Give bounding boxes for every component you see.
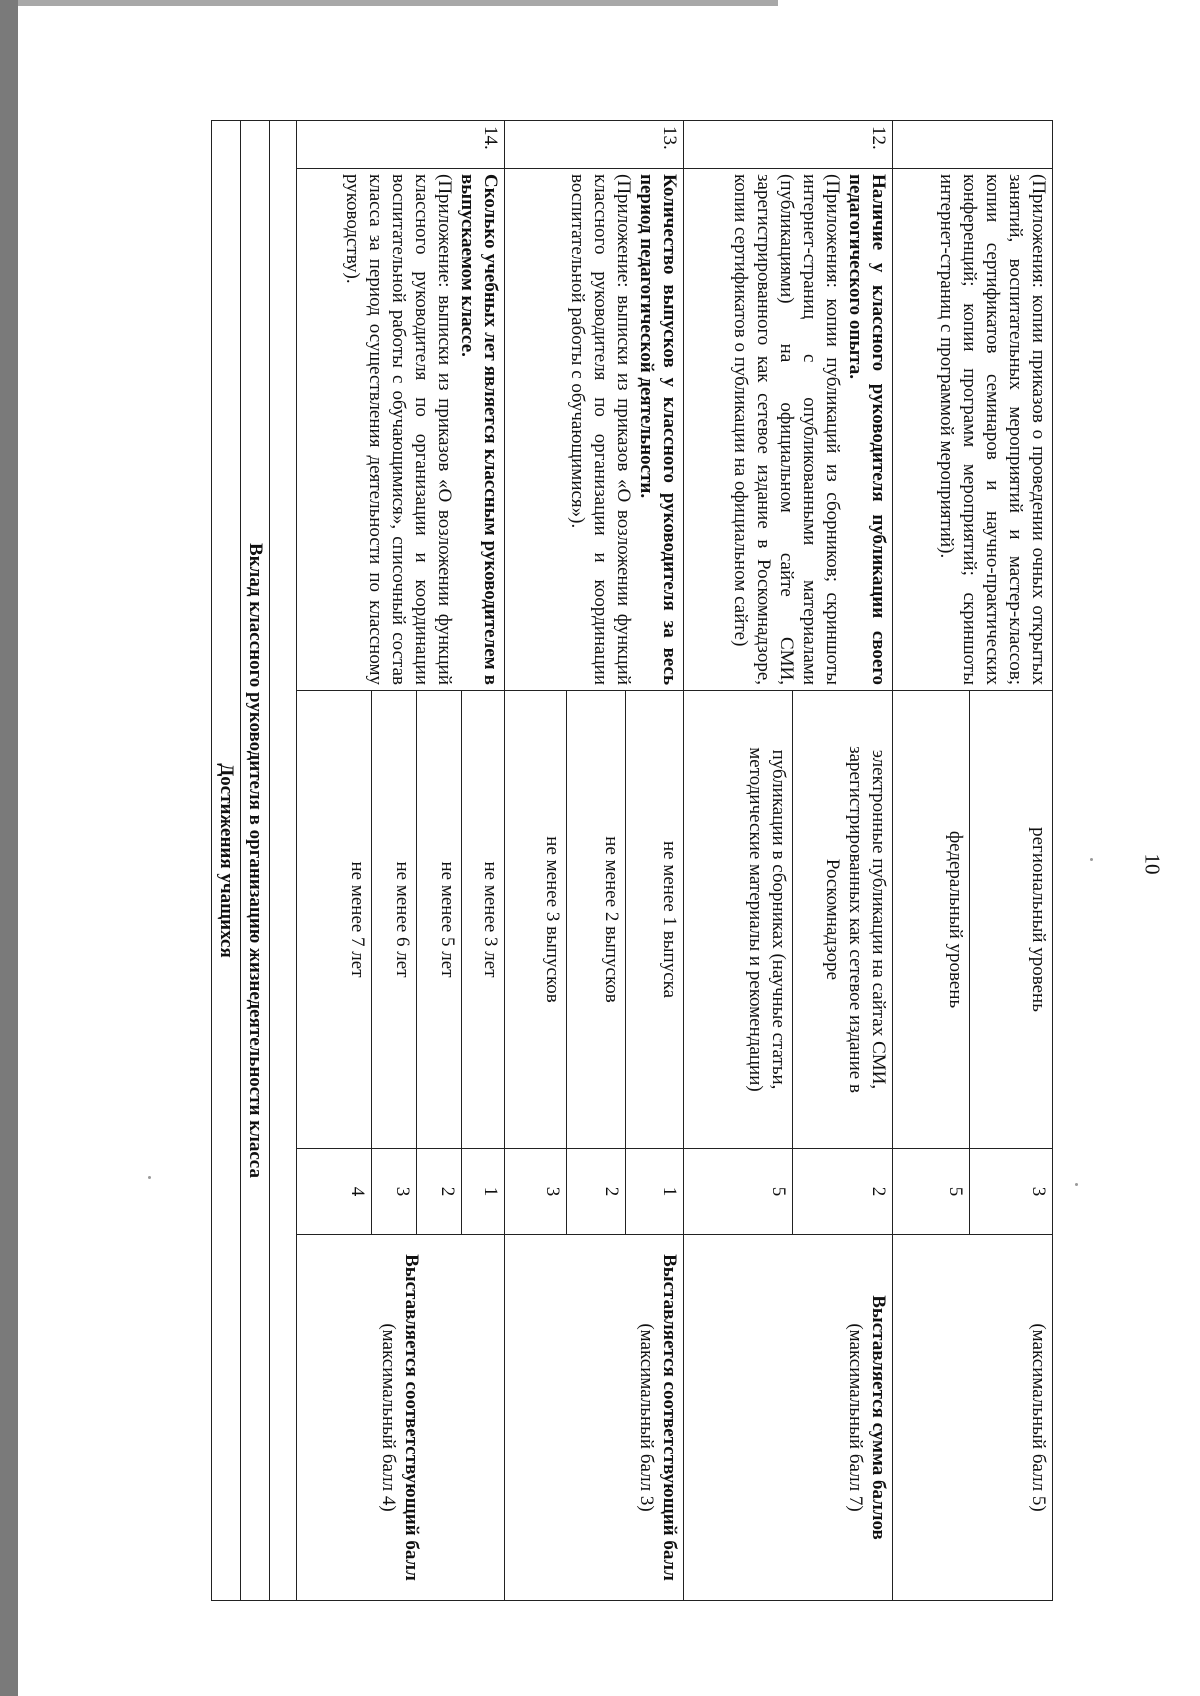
section-row <box>270 121 297 1601</box>
criterion-description <box>893 169 1053 691</box>
criterion-title: Наличие у классного руководителя публикации своего педагогического опыта. <box>845 174 889 685</box>
criterion-number: 13. <box>505 121 684 169</box>
criteria-table <box>211 120 1053 1601</box>
max-score-cell <box>297 1235 505 1601</box>
level-score: 1 <box>625 1149 683 1235</box>
section-row <box>241 121 270 1601</box>
scan-speck <box>148 1176 151 1179</box>
level-label: не менее 3 лет <box>462 691 505 1149</box>
level-score: 3 <box>970 1149 1053 1235</box>
max-score-cell <box>893 1235 1053 1601</box>
level-score: 2 <box>792 1149 892 1235</box>
page-number: 10 <box>1140 853 1165 875</box>
level-score: 5 <box>893 1149 970 1235</box>
level-label: федеральный уровень <box>893 691 970 1149</box>
level-label: не менее 7 лет <box>297 691 372 1149</box>
section-spacer <box>270 121 297 1601</box>
criterion-row-14 <box>462 121 505 1601</box>
max-score-cell <box>684 1235 893 1601</box>
max-score-note: (максимальный балл 3) <box>636 1323 657 1512</box>
criterion-description <box>684 169 893 691</box>
section-heading-contribution: Вклад классного руководителя в организацию жизнедеятельности класса <box>241 121 270 1601</box>
max-score-rule: Выставляется соответствующий балл <box>401 1254 423 1581</box>
level-score: 3 <box>505 1149 568 1235</box>
criterion-description <box>297 169 505 691</box>
max-score-rule: Выставляется сумма баллов <box>868 1295 889 1540</box>
level-label: не менее 3 выпусков <box>505 691 568 1149</box>
rotated-content <box>201 120 1053 1600</box>
criterion-row-12 <box>792 121 892 1601</box>
level-label: не менее 6 лет <box>372 691 417 1149</box>
section-row <box>212 121 241 1601</box>
max-score-note: (максимальный балл 7) <box>845 1323 866 1512</box>
criterion-number: 14. <box>297 121 505 169</box>
max-score-cell <box>505 1235 684 1601</box>
max-score-rule: Выставляется соответствующий балл <box>659 1254 680 1581</box>
level-score: 2 <box>417 1149 462 1235</box>
criterion-number: 12. <box>684 121 893 169</box>
criterion-attachments: (Приложения: копии приказов о проведении очных открытых занятий, воспитательных мероприятий и мастер-классов; копии сертификатов семинаров и научно-практических конференций; копии программ мероприятий; скриншоты интернет-страниц с программой мероприятий). <box>936 174 1049 685</box>
criterion-title: Сколько учебных лет является классным руководителем в выпускаемом классе. <box>457 174 501 685</box>
level-label: не менее 2 выпусков <box>567 691 625 1149</box>
criterion-attachments: (Приложения: копии публикаций из сборников; скриншоты интернет-страниц с опубликованными материалами (публикациями) на официальном сайте СМИ, зарегистрированного как сетевое издание в Роскомнадзоре, копии сертификатов о публикации на официальном сайте) <box>730 174 843 685</box>
max-score-note: (максимальный балл 4) <box>378 1323 400 1512</box>
level-score: 4 <box>297 1149 372 1235</box>
level-label: региональный уровень <box>970 691 1053 1149</box>
criterion-number <box>893 121 1053 169</box>
level-label: не менее 5 лет <box>417 691 462 1149</box>
criterion-attachments: (Приложение: выписки из приказов «О возложении функций классного руководителя по организации и координации воспитательной работы с обучающимися»). <box>567 174 634 685</box>
level-score: 2 <box>567 1149 625 1235</box>
section-heading-achievements: Достижения учащихся <box>212 121 241 1601</box>
criterion-title: Количество выпусков у классного руководителя за весь период педагогической деятельности. <box>636 174 680 685</box>
level-score: 5 <box>684 1149 793 1235</box>
level-score: 1 <box>462 1149 505 1235</box>
level-label: не менее 1 выпуска <box>625 691 683 1149</box>
scan-speck <box>1075 1183 1078 1186</box>
criterion-row-13 <box>625 121 683 1601</box>
level-score: 3 <box>372 1149 417 1235</box>
criterion-description <box>505 169 684 691</box>
scan-speck <box>1090 858 1093 861</box>
criterion-row-11 <box>970 121 1053 1601</box>
criterion-attachments: (Приложение: выписки из приказов «О возложении функций классного руководителя по организации и координации воспитательной работы с обучающимися», списочный состав класса за период осуществления деятельности по классному руководству). <box>342 174 455 685</box>
level-label: электронные публикации на сайтах СМИ, зарегистрированных как сетевое издание в Роскомнадзоре <box>792 691 892 1149</box>
level-label: публикации в сборниках (научные статьи, методические материалы и рекомендации) <box>684 691 793 1149</box>
max-score-note: (максимальный балл 5) <box>1028 1323 1049 1512</box>
scanner-edge <box>18 0 778 6</box>
